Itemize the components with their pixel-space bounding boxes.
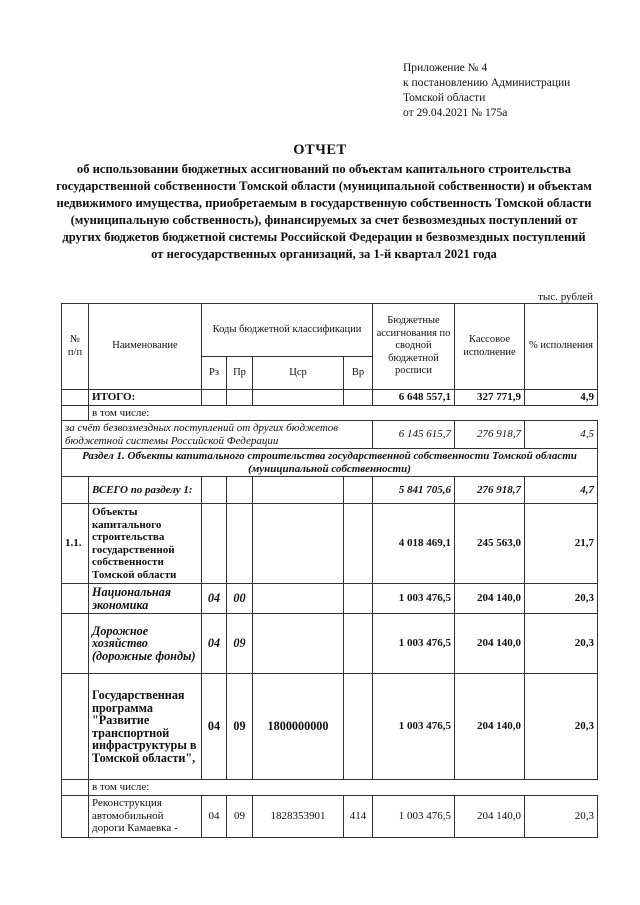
section-total-budget: 5 841 705,6 bbox=[373, 477, 455, 504]
program-budget: 1 003 476,5 bbox=[373, 674, 455, 780]
appendix-line-3: Томской области bbox=[403, 92, 486, 104]
total-budget: 6 648 557,1 bbox=[373, 390, 455, 406]
roads-name: Дорожное хозяйство (дорожные фонды) bbox=[89, 614, 202, 674]
economy-cash: 204 140,0 bbox=[455, 584, 525, 614]
section-total-pct: 4,7 bbox=[525, 477, 598, 504]
recon-cash: 204 140,0 bbox=[455, 795, 525, 837]
header-pr: Пр bbox=[227, 357, 253, 390]
table-row bbox=[62, 449, 598, 477]
document-subtitle: об использовании бюджетных ассигнований по объектам капитального строительства государственной собственности Томской области (муниципальной собственности) и объектам недвижимого имущества, приобретаемым в государственную собственность Томской области (муниципальную собственность), финансируемых за счет безвозмездных поступлений от других бюджетов бюджетной системы Российской Федерации и безвозмездных поступлений от негосударственных организаций, за 1-й квартал 2021 года bbox=[56, 162, 592, 261]
program-rz: 04 bbox=[202, 674, 227, 780]
roads-pr: 09 bbox=[227, 614, 253, 674]
program-name: Государственная программа "Развитие транспортной инфраструктуры в Томской области", bbox=[89, 674, 202, 780]
report-table bbox=[61, 303, 598, 838]
header-pct: % исполнения bbox=[525, 304, 598, 390]
incl-label-1: в том числе: bbox=[89, 405, 598, 421]
r11-num: 1.1. bbox=[62, 504, 89, 584]
table-row bbox=[62, 405, 598, 421]
header-cash: Кассовое исполнение bbox=[455, 304, 525, 390]
transfers-pct: 4,5 bbox=[525, 421, 598, 449]
transfers-budget: 6 145 615,7 bbox=[373, 421, 455, 449]
table-row bbox=[62, 795, 598, 837]
section-total-name: ВСЕГО по разделу 1: bbox=[89, 477, 202, 504]
header-num: № п/п bbox=[62, 304, 89, 390]
roads-pct: 20,3 bbox=[525, 614, 598, 674]
table-row bbox=[62, 584, 598, 614]
r11-cash: 245 563,0 bbox=[455, 504, 525, 584]
table-row bbox=[62, 674, 598, 780]
header-vr: Вр bbox=[344, 357, 373, 390]
economy-rz: 04 bbox=[202, 584, 227, 614]
section-total-cash: 276 918,7 bbox=[455, 477, 525, 504]
header-rz: Рз bbox=[202, 357, 227, 390]
program-csr: 1800000000 bbox=[253, 674, 344, 780]
table-row bbox=[62, 780, 598, 796]
incl-label-2: в том числе: bbox=[89, 780, 598, 796]
economy-pr: 00 bbox=[227, 584, 253, 614]
total-name: ИТОГО: bbox=[89, 390, 202, 406]
table-row bbox=[62, 421, 598, 449]
economy-pct: 20,3 bbox=[525, 584, 598, 614]
recon-rz: 04 bbox=[202, 795, 227, 837]
roads-cash: 204 140,0 bbox=[455, 614, 525, 674]
r11-name: Объекты капитального строительства государственной собственности Томской области bbox=[89, 504, 202, 584]
appendix-line-4: от 29.04.2021 № 175а bbox=[403, 107, 508, 119]
document-title: ОТЧЕТ bbox=[293, 142, 347, 158]
section-title: Раздел 1. Объекты капитального строительства государственной собственности Томской области (муниципальной собственности) bbox=[62, 449, 598, 477]
appendix-line-2: к постановлению Администрации bbox=[403, 77, 571, 89]
recon-csr: 1828353901 bbox=[253, 795, 344, 837]
header-row bbox=[62, 304, 598, 357]
appendix-line-1: Приложение № 4 bbox=[403, 62, 488, 74]
program-pr: 09 bbox=[227, 674, 253, 780]
transfers-cash: 276 918,7 bbox=[455, 421, 525, 449]
roads-budget: 1 003 476,5 bbox=[373, 614, 455, 674]
table-row bbox=[62, 477, 598, 504]
recon-name: Реконструкция автомобильной дороги Камаевка - bbox=[89, 795, 202, 837]
roads-rz: 04 bbox=[202, 614, 227, 674]
table-row bbox=[62, 390, 598, 406]
table-row bbox=[62, 614, 598, 674]
recon-budget: 1 003 476,5 bbox=[373, 795, 455, 837]
r11-budget: 4 018 469,1 bbox=[373, 504, 455, 584]
program-cash: 204 140,0 bbox=[455, 674, 525, 780]
total-pct: 4,9 bbox=[525, 390, 598, 406]
program-pct: 20,3 bbox=[525, 674, 598, 780]
transfers-name: за счёт безвозмездных поступлений от других бюджетов бюджетной системы Российской Федерации bbox=[62, 421, 373, 449]
header-csr: Цср bbox=[253, 357, 344, 390]
r11-pct: 21,7 bbox=[525, 504, 598, 584]
recon-pr: 09 bbox=[227, 795, 253, 837]
header-codes: Коды бюджетной классификации bbox=[202, 304, 373, 357]
appendix-block bbox=[403, 61, 570, 121]
recon-pct: 20,3 bbox=[525, 795, 598, 837]
economy-budget: 1 003 476,5 bbox=[373, 584, 455, 614]
table-row bbox=[62, 504, 598, 584]
economy-name: Национальная экономика bbox=[89, 584, 202, 614]
total-cash: 327 771,9 bbox=[455, 390, 525, 406]
header-name: Наименование bbox=[89, 304, 202, 390]
recon-vr: 414 bbox=[344, 795, 373, 837]
header-budget: Бюджетные ассигнования по сводной бюджетной росписи bbox=[373, 304, 455, 390]
unit-label: тыс. рублей bbox=[538, 291, 593, 303]
